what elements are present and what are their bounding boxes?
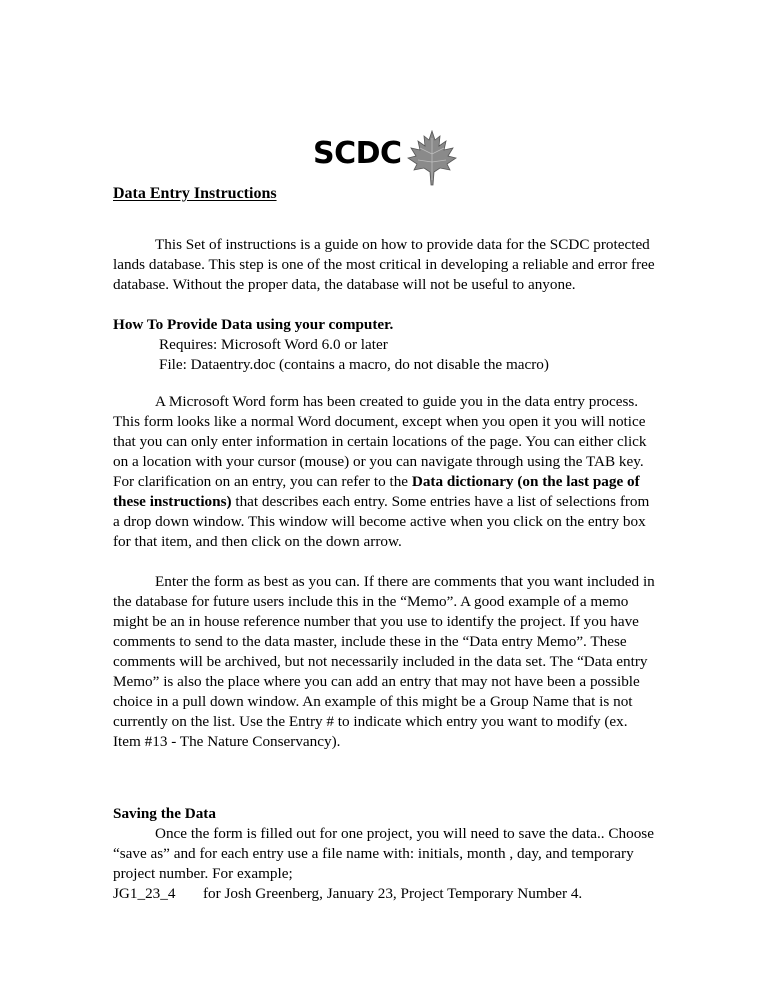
example-description: for Josh Greenberg, January 23, Project Temporary Number 4. [203, 885, 583, 902]
intro-paragraph: This Set of instructions is a guide on how to provide data for the SCDC protected lands database. This step is one of the most critical in developing a reliable and error free database. Without the proper data, the database will not be useful to anyone. [113, 236, 655, 293]
form-instructions-paragraph [113, 392, 658, 552]
form-instructions-text-b: that describes each entry. Some entries have a list of selections from a drop down window. This window will become active when you click on the entry box for that item, and then click on the down arrow. [113, 493, 650, 550]
requires-line: Requires: Microsoft Word 6.0 or later [159, 336, 388, 353]
form-instructions-text-a: A Microsoft Word form has been created to guide you in the data entry process. This form looks like a normal Word document, except when you open it you will notice that you can only enter information in certain locations of the page. You can either click on a location with your cursor (mouse) or you can navigate through using the TAB key. For clarification on an entry, you can refer to the [113, 393, 647, 490]
logo-text: SCDC [313, 136, 402, 171]
data-dictionary-reference: Data dictionary (on the last page of these instructions) [113, 473, 640, 510]
saving-section-heading: Saving the Data [113, 805, 216, 822]
page-title: Data Entry Instructions [113, 185, 277, 202]
maple-leaf-icon [406, 130, 458, 186]
example-filename: JG1_23_4 [113, 885, 176, 902]
computer-section-heading: How To Provide Data using your computer. [113, 316, 394, 333]
saving-paragraph: Once the form is filled out for one project, you will need to save the data.. Choose “save as” and for each entry use a file name with: initials, month , day, and temporary project number. For example; [113, 825, 654, 882]
memo-instructions-paragraph: Enter the form as best as you can. If there are comments that you want included in the database for future users include this in the “Memo”. A good example of a memo might be an in house reference number that you use to identify the project. If you have comments to send to the data master, include these in the “Data entry Memo”. These comments will be archived, but not necessarily included in the data set. The “Data entry Memo” is also the place where you can add an entry that may not have been a possible choice in a pull down window. An example of this might be a Group Name that is not currently on the list. Use the Entry # to indicate which entry you want to modify (ex. Item #13 - The Nature Conservancy). [113, 573, 655, 750]
scdc-logo [313, 130, 463, 188]
file-line: File: Dataentry.doc (contains a macro, do not disable the macro) [159, 356, 549, 373]
